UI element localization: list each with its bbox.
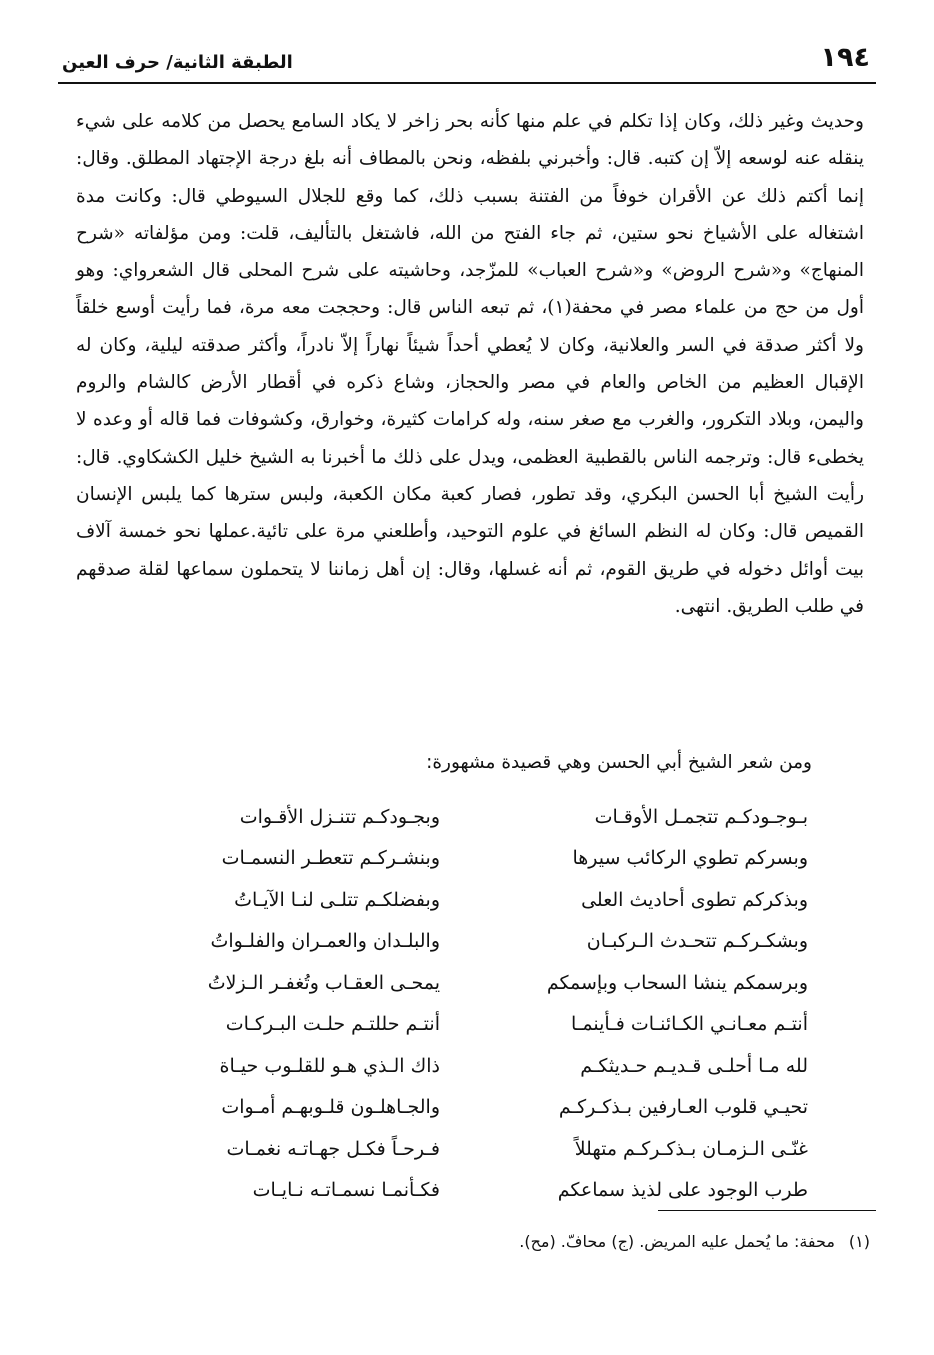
page-number: ١٩٤ bbox=[820, 42, 870, 73]
verse-first-hemistich: لله مـا أحلـى قـديـم حـديثكـم bbox=[580, 1054, 808, 1077]
verse-second-hemistich: وبجـودكـم تتنـزل الأقـوات bbox=[239, 805, 440, 828]
poem bbox=[140, 796, 808, 1211]
footnote-number: (١) bbox=[848, 1232, 870, 1251]
poem-verse bbox=[140, 1170, 808, 1212]
footnote-divider bbox=[658, 1210, 876, 1211]
body-paragraph: وحديث وغير ذلك، وكان إذا تكلم في علم منها كأنه بحر زاخر لا يكاد السامع يحصل من كلامه على شيء ينقله عنه لوسعه إلاّ إن كتبه. قال: وأخبرني بلفظه، ونحن بالمطاف أنه بلغ درجة الإجتهاد المطلق. وقال: إنما أكتم ذلك عن الأقران خوفاً من الفتنة بسبب ذلك، كما وقع للجلال السيوطي قال: وكانت مدة اشتغاله على الأشياخ نحو ستين، ثم جاء الفتح من الله، فاشتغل بالتأليف، قلت: ومن مؤلفاته «شرح المنهاج» و«شرح الروض» و«شرح العباب» للمزّجد، وحاشيته على شرح المحلى قال الشعرواي: وهو أول من حج من علماء مصر في محفة(١)، ثم تبعه الناس قال: وحججت معه مرة، فما رأيت أوسع خلقاً ولا أكثر صدقة في السر والعلانية، وكان لا يُعطي أحداً شيئاً نهاراً إلاّ نادراً، وأكثر صدقته ليلية، وكان له الإقبال العظيم من الخاص والعام في مصر والحجاز، وشاع ذكره في أقطار الأرض كالشام والروم واليمن، وبلاد التكرور، والغرب مع صغر سنه، وله كرامات كثيرة، وخوارق، وكشوفات فما قاله أو وعده لا يخطىء قال: وترجمه الناس بالقطبية العظمى، ويدل على ذلك ما أخبرنا به الشيخ خليل الكشكاوي. قال: رأيت الشيخ أبا الحسن البكري، وقد تطور، فصار كعبة مكان الكعبة، ولبس سترها كما يلبس الإنسان القميص قال: وكان له النظم السائغ في علوم التوحيد، وأطلعني مرة على تائية.عملها نحو خمسة آلاف بيت أوائل دخوله في طريق القوم، ثم أنه غسلها، وقال: إن أهل زماننا لا يتحملون سماعها لقلة صدقهم في طلب الطريق. انتهى. bbox=[76, 111, 864, 617]
verse-second-hemistich: والجـاهلـون قلـوبهـم أمـوات bbox=[221, 1096, 440, 1119]
poem-verse bbox=[140, 879, 808, 921]
verse-second-hemistich: فكـأنمـا نسمـاتـه نـايـات bbox=[252, 1179, 440, 1202]
footnote-text: محفة: ما يُحمل عليه المريض. (ج) محافّ. (مح). bbox=[519, 1232, 835, 1251]
running-title: الطبقة الثانية/ حرف العين bbox=[62, 52, 293, 73]
verse-first-hemistich: طرب الوجود على لذيذ سماعكم bbox=[557, 1179, 808, 1202]
verse-second-hemistich: فـرحـاً فكـل جهـاتـه نغمـات bbox=[226, 1137, 440, 1160]
verse-second-hemistich: والبلـدان والعمـران والفلـواتُ bbox=[210, 930, 440, 953]
poem-verse bbox=[140, 921, 808, 963]
footnote bbox=[519, 1232, 870, 1251]
verse-second-hemistich: يمحـى العقـاب وتُغفـر الـزلاتُ bbox=[207, 971, 440, 994]
verse-second-hemistich: وبفضلكـم تتلـى لنـا الآيـاتُ bbox=[234, 888, 440, 911]
poem-verse bbox=[140, 796, 808, 838]
poem-verse bbox=[140, 838, 808, 880]
poem-verse bbox=[140, 1004, 808, 1046]
verse-first-hemistich: بـوجـودكـم تتجمـل الأوقـات bbox=[594, 805, 808, 828]
verse-first-hemistich: تحيـي قلوب العـارفين بـذكـركـم bbox=[558, 1096, 808, 1119]
body-text bbox=[76, 103, 864, 625]
verse-first-hemistich: أنتـم معـانـي الكـائنـات فـأينمـا bbox=[571, 1013, 808, 1036]
verse-first-hemistich: غنّـى الـزمـان بـذكـركـم متهللاً bbox=[574, 1137, 808, 1160]
poem-verse bbox=[140, 1045, 808, 1087]
page-header bbox=[58, 40, 876, 84]
poem-verse bbox=[140, 1128, 808, 1170]
verse-first-hemistich: وبذكركم تطوى أحاديث العلى bbox=[581, 888, 808, 911]
poem-verse bbox=[140, 962, 808, 1004]
verse-first-hemistich: وبشكـركـم تتحـدث الـركبـان bbox=[586, 930, 808, 953]
verse-first-hemistich: وبرسمكم ينشا السحاب وبإسمكم bbox=[546, 971, 808, 994]
verse-second-hemistich: أنتـم حللتـم حلـت البـركـات bbox=[225, 1013, 440, 1036]
verse-second-hemistich: ذاك الـذي هـو للقلـوب حيـاة bbox=[219, 1054, 440, 1077]
poem-intro: ومن شعر الشيخ أبي الحسن وهي قصيدة مشهورة: bbox=[426, 752, 812, 773]
poem-verse bbox=[140, 1087, 808, 1129]
verse-first-hemistich: وبسركم تطوي الركائب سيرها bbox=[572, 847, 808, 870]
verse-second-hemistich: وبنشـركـم تتعطـر النسمـات bbox=[221, 847, 440, 870]
